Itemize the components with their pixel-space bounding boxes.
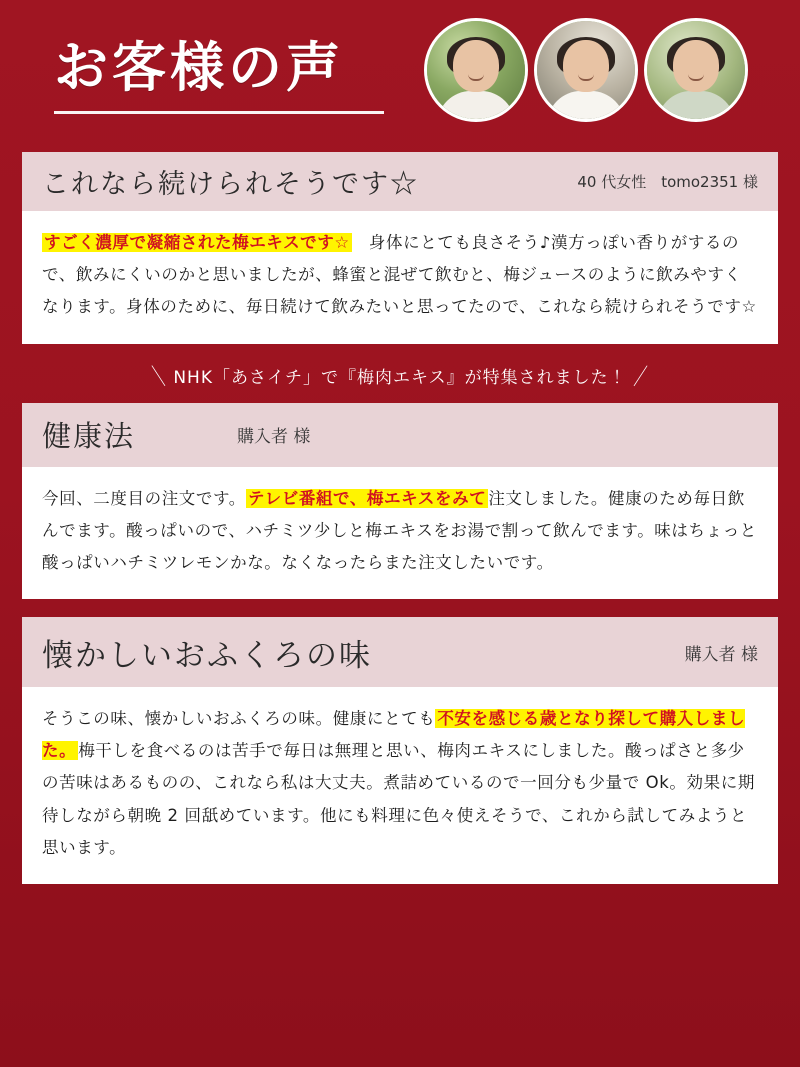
review-header-2 [22,403,778,467]
review-body-2 [22,467,778,600]
review-title-3: 懐かしいおふくろの味 [42,637,372,674]
review-header-3 [22,617,778,687]
page-title: お客様の声 [54,34,344,99]
customer-photo-3 [644,18,748,122]
page-header [22,0,778,152]
review-text-2a: 今回、二度目の注文です。 [42,488,246,508]
customer-photo-2 [534,18,638,122]
banner-slash-right: ／ [628,363,654,390]
nhk-feature-banner [22,362,778,389]
review-text-1: 身体にとても良さそう♪漢方っぽい香りがするので、飲みにくいのかと思いましたが、蜂蜜と混ぜて飲むと、梅ジュースのように飲みやすくなります。身体のために、毎日続けて飲みたいと思ってたので、これなら続けられそうです☆ [42,233,757,317]
review-text-3a: そうこの味、懐かしいおふくろの味。健康にとても [42,709,436,729]
review-highlight-3: 不安を感じる歳となり探して購入しました。 [42,709,746,761]
banner-slash-left: ＼ [146,363,172,390]
bottom-spacer [22,902,778,924]
review-body-3 [22,687,778,884]
review-card-2 [22,403,778,600]
page-title-wrap [22,34,384,114]
review-title-1: これなら続けられそうです☆ [42,169,419,200]
review-meta-1: 40 代女性 tomo2351 様 [577,173,758,191]
review-meta-2: 購入者 様 [237,427,311,448]
review-title-2: 健康法 [42,419,136,454]
customer-photo-group [424,18,748,122]
review-body-1 [22,211,778,344]
review-meta-3: 購入者 様 [684,644,758,665]
review-card-3 [22,617,778,884]
review-card-1 [22,152,778,344]
banner-text: NHK「あさイチ」で『梅肉エキス』が特集されました！ [173,367,627,388]
title-underline [54,111,384,114]
review-header-1 [22,152,778,211]
review-text-2b: 注文しました。健康のため毎日飲んでます。酸っぱいので、ハチミツ少しと梅エキスをお湯で割って飲んでます。味はちょっと酸っぱいハチミツレモンかな。なくなったらまた注文したいです。 [42,488,757,572]
review-highlight-2: テレビ番組で、梅エキスをみて [247,488,487,508]
review-highlight-1: すごく濃厚で凝縮された梅エキスです☆ [44,233,350,252]
customer-photo-1 [424,18,528,122]
review-text-3b: 梅干しを食べるのは苦手で毎日は無理と思い、梅肉エキスにしました。酸っぱさと多少の苦味はあるものの、これなら私は大丈夫。煮詰めているので一回分も少量で Ok。効果に期待しながら朝晩 2 回舐めています。他にも料理に色々使えそうで、これから試してみようと思います。 [42,741,755,857]
